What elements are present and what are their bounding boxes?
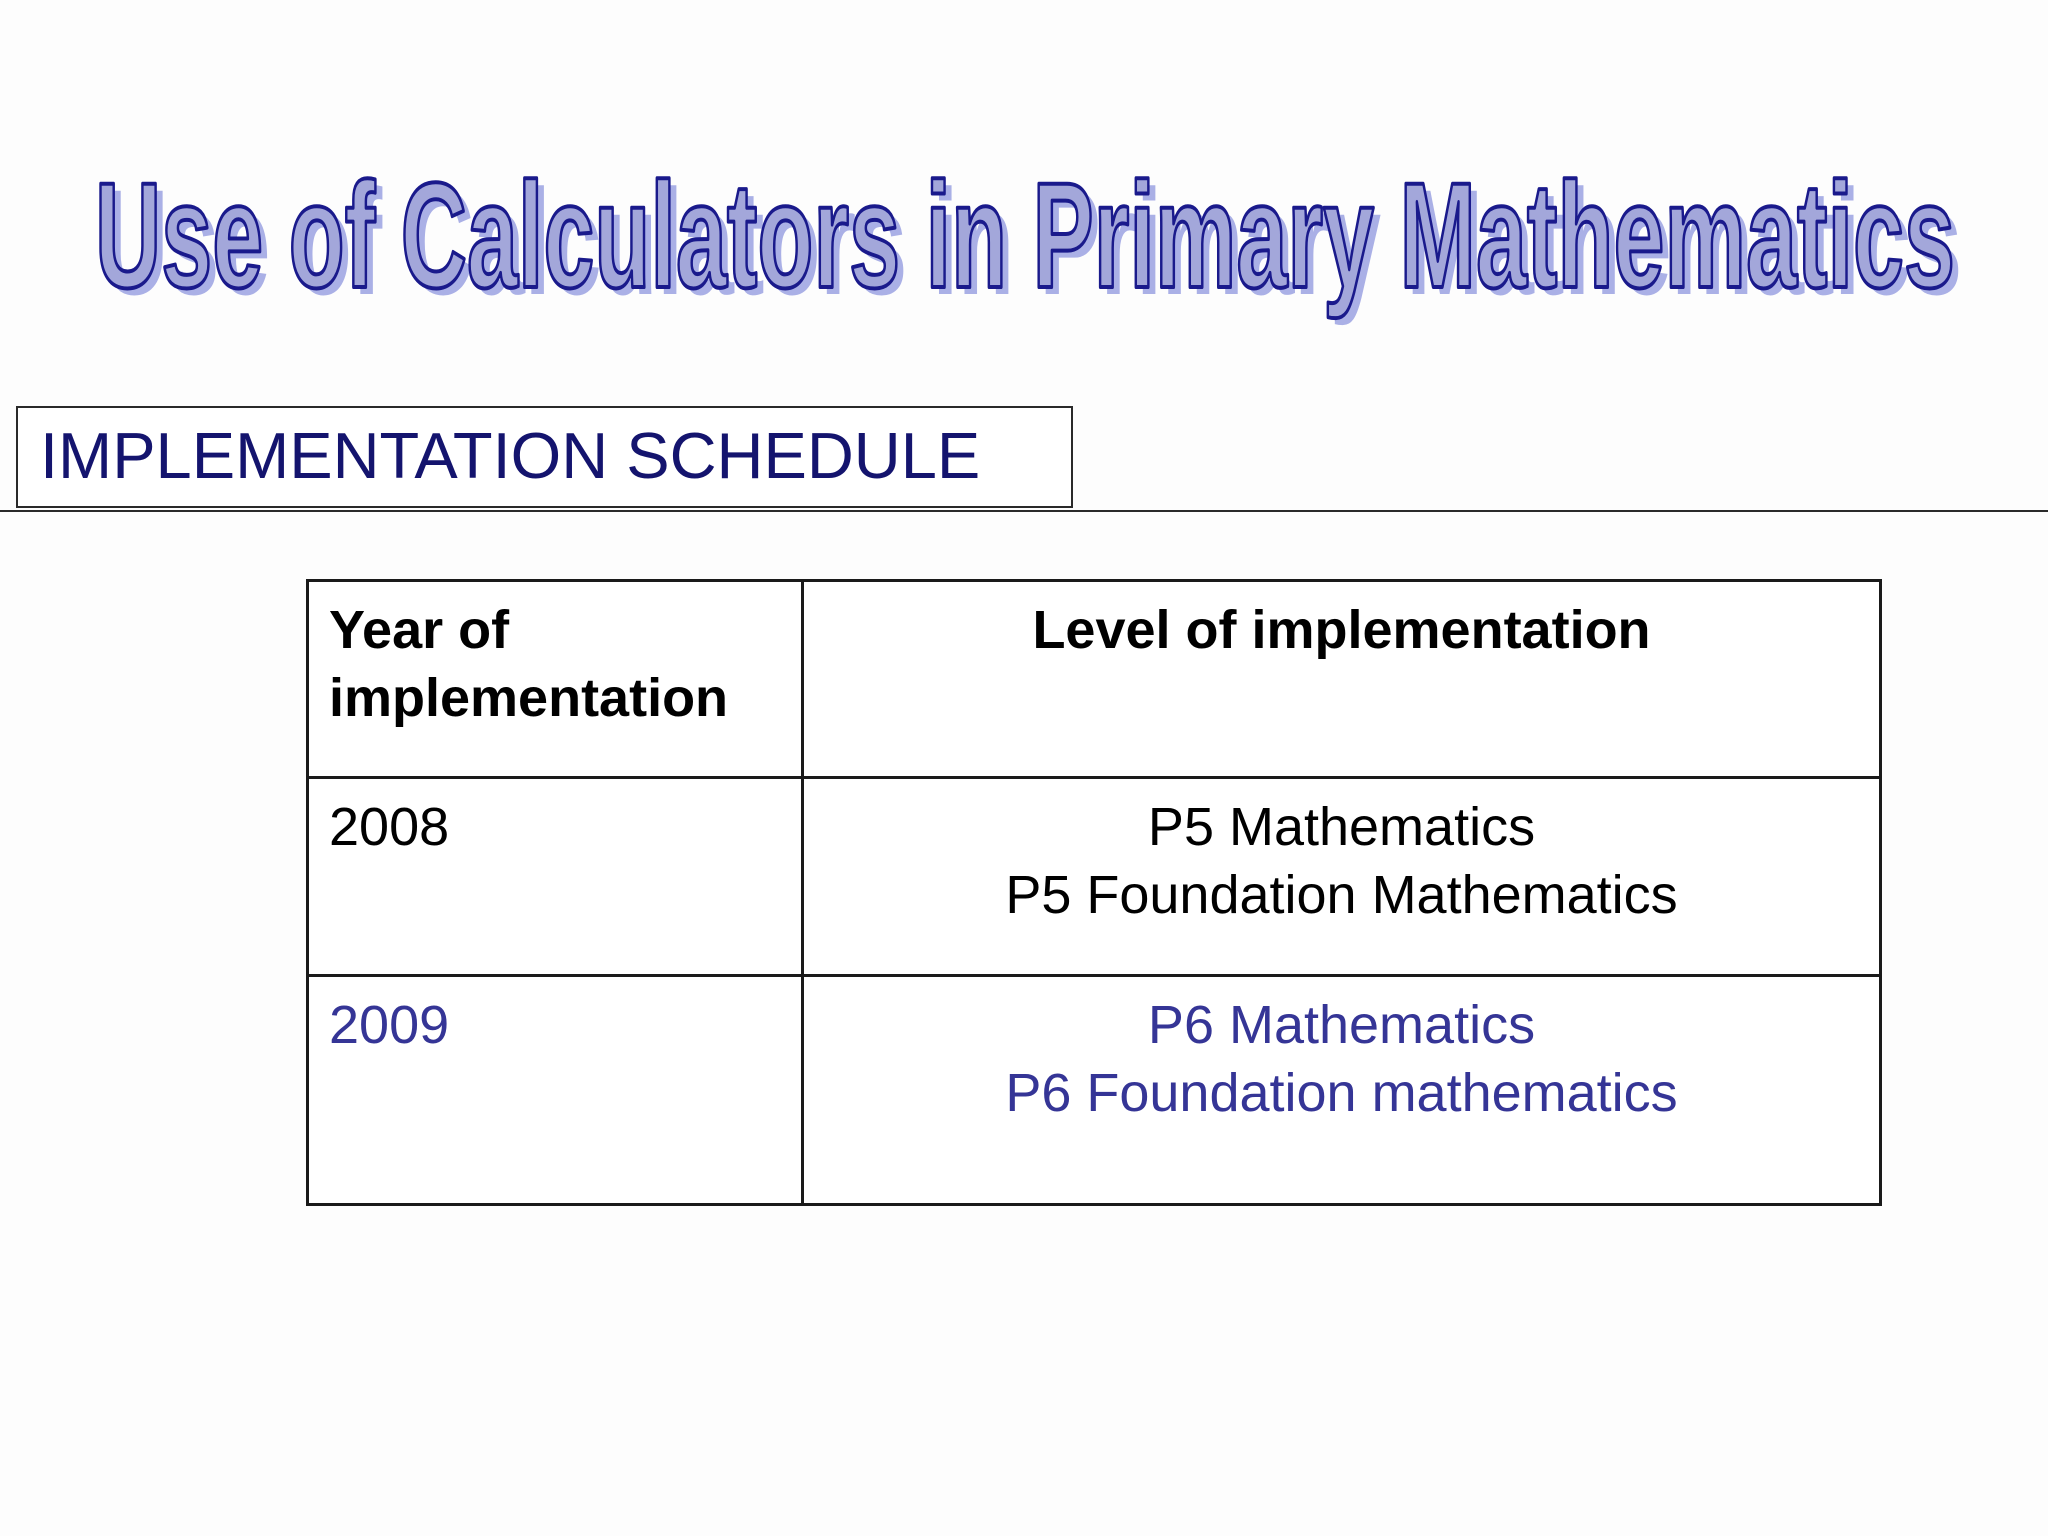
section-divider bbox=[0, 510, 2048, 512]
section-header-box bbox=[16, 406, 1073, 508]
slide-title bbox=[95, 151, 1975, 335]
level-item: P6 Foundation mathematics bbox=[1005, 1063, 1678, 1123]
slide-title-text: Use of Calculators in Primary Mathematics bbox=[95, 151, 1955, 319]
table-row bbox=[308, 778, 1881, 976]
slide-title-shadow: Use of Calculators in Primary Mathematics bbox=[102, 158, 1962, 326]
level-cell bbox=[803, 778, 1881, 976]
level-item: P5 Mathematics bbox=[1147, 797, 1536, 857]
level-column-header: Level of implementation bbox=[803, 581, 1881, 778]
table-row bbox=[308, 976, 1881, 1205]
year-cell: 2009 bbox=[308, 976, 803, 1205]
level-cell bbox=[803, 976, 1881, 1205]
table-header-row bbox=[308, 581, 1881, 778]
level-item: P5 Foundation Mathematics bbox=[1005, 865, 1678, 925]
implementation-table bbox=[306, 579, 1882, 1206]
level-item: P6 Mathematics bbox=[1147, 995, 1536, 1055]
year-column-header: Year of implementation bbox=[308, 581, 803, 778]
year-cell: 2008 bbox=[308, 778, 803, 976]
section-label: IMPLEMENTATION SCHEDULE bbox=[40, 419, 981, 492]
slide-title-wordart bbox=[95, 151, 1975, 335]
